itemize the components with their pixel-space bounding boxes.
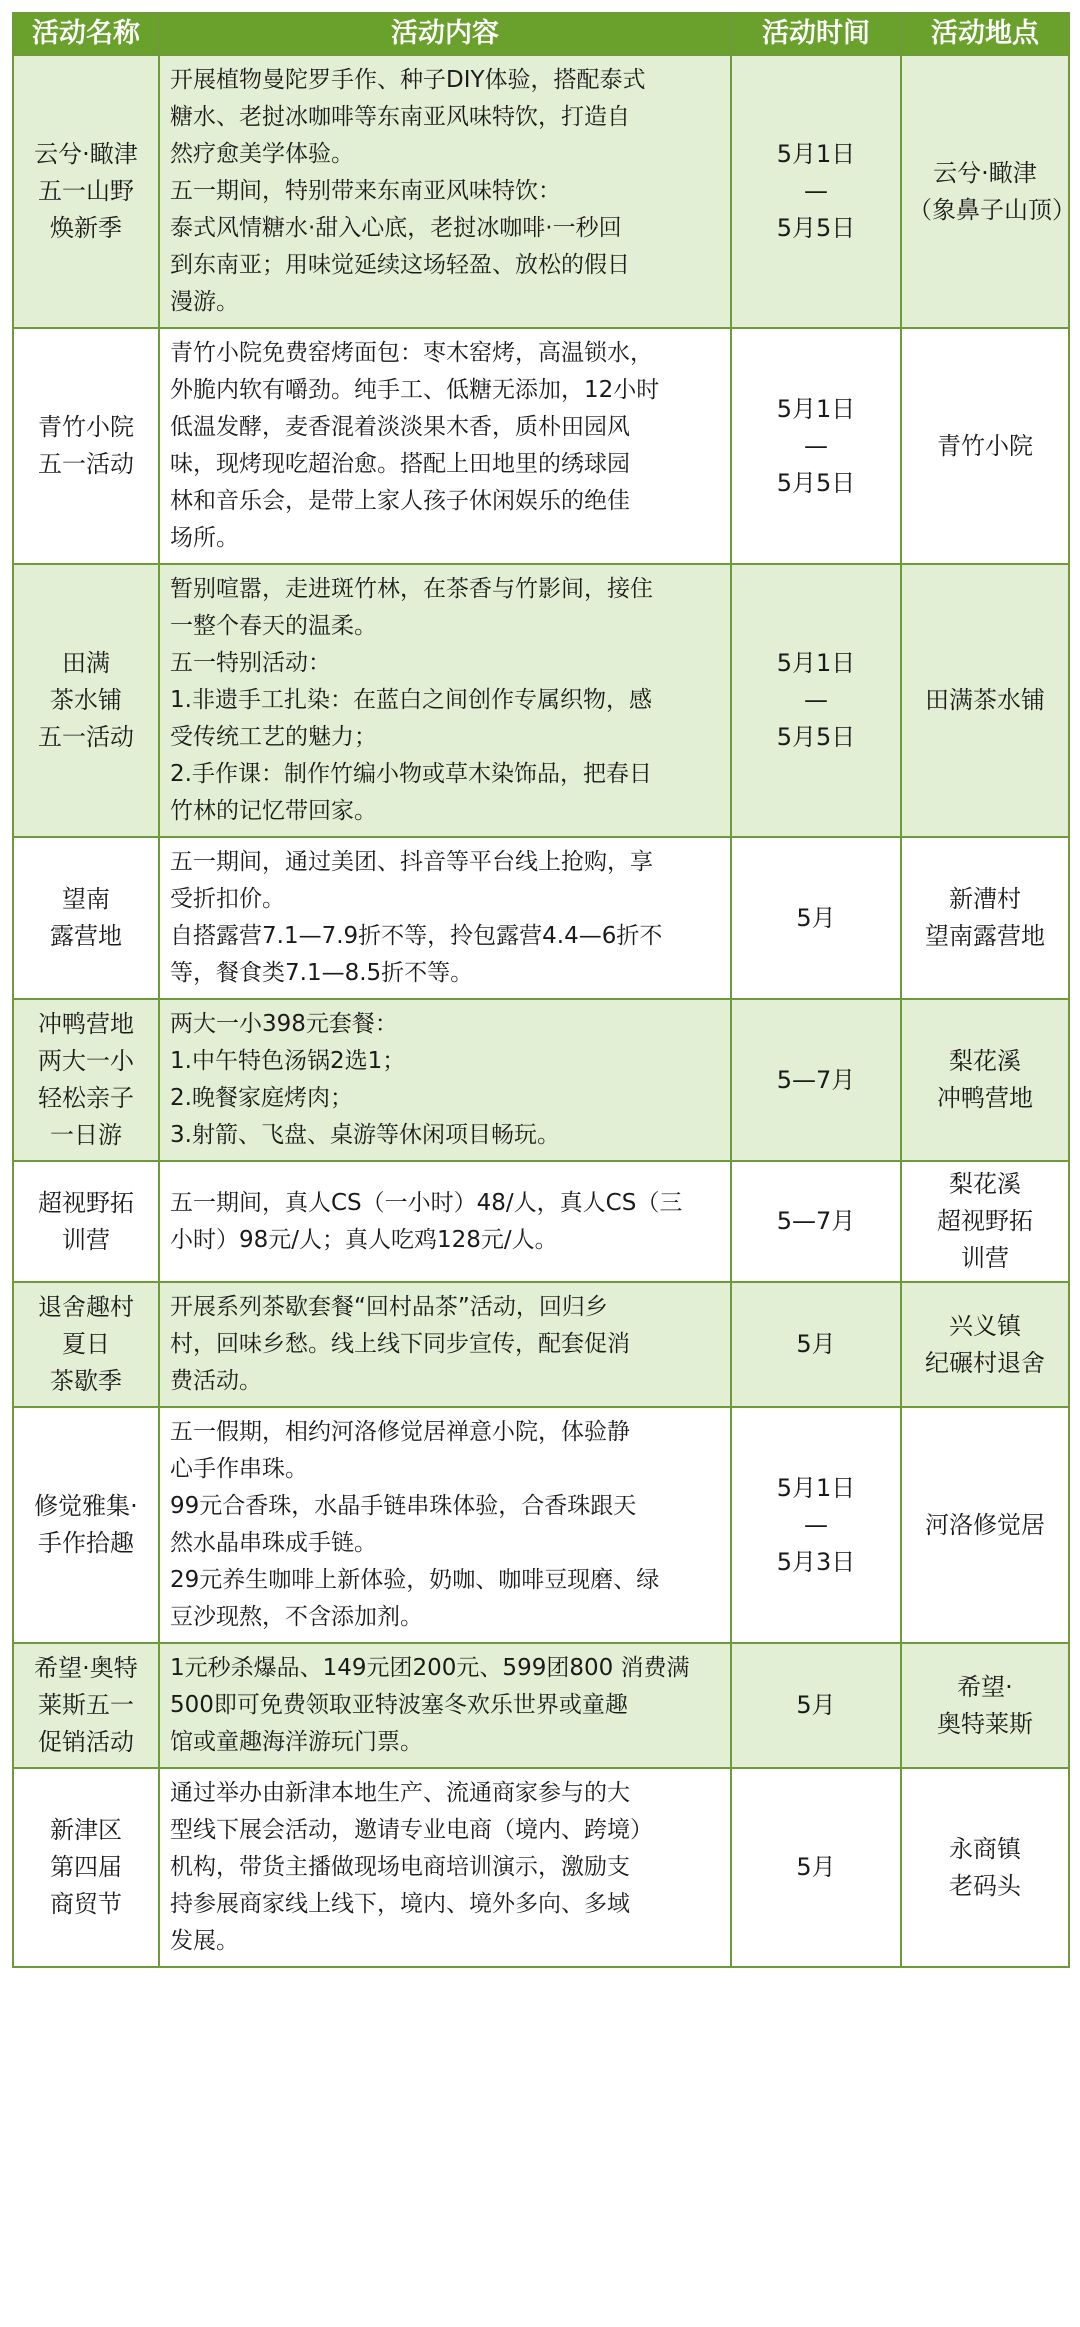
table-row bbox=[13, 1407, 1069, 1643]
cell-text-line: 五一期间，真人CS（一小时）48/人，真人CS（三 bbox=[170, 1189, 683, 1216]
cell-text-line: 5月5日 bbox=[776, 723, 856, 751]
cell-text-line: 2.手作课：制作竹编小物或草木染饰品，把春日 bbox=[170, 761, 652, 787]
table-row bbox=[13, 1643, 1069, 1768]
cell-text-line: 通过举办由新津本地生产、流通商家参与的大 bbox=[170, 1780, 630, 1806]
activity-place-cell bbox=[901, 1407, 1069, 1643]
activity-time-cell bbox=[731, 1643, 901, 1768]
cell-text-line: 自搭露营7.1—7.9折不等，拎包露营4.4—6折不 bbox=[170, 923, 663, 949]
cell-text-line: 5月1日 bbox=[776, 140, 856, 168]
cell-text-line: 小时）98元/人；真人吃鸡128元/人。 bbox=[170, 1226, 558, 1253]
cell-text-line: 5月 bbox=[796, 1853, 836, 1881]
cell-text-line: 五一期间，特别带来东南亚风味特饮： bbox=[170, 178, 561, 204]
cell-text-line: 5月5日 bbox=[776, 468, 856, 497]
activity-content-cell bbox=[159, 55, 731, 328]
cell-text-line: 夏日 bbox=[62, 1330, 110, 1358]
cell-text-line: 老码头 bbox=[949, 1871, 1021, 1900]
activity-time-cell bbox=[731, 55, 901, 328]
cell-text-line: 2.晚餐家庭烤肉； bbox=[170, 1085, 353, 1111]
cell-text-line: 到东南亚；用味觉延续这场轻盈、放松的假日 bbox=[170, 252, 630, 278]
cell-text-line: 梨花溪 bbox=[949, 1170, 1021, 1198]
activity-time-cell bbox=[731, 1768, 901, 1967]
table-row bbox=[13, 55, 1069, 328]
activity-content-cell bbox=[159, 1282, 731, 1407]
cell-text-line: 云兮·瞰津 bbox=[933, 158, 1037, 187]
cell-text-line: 永商镇 bbox=[949, 1834, 1021, 1863]
activity-time-cell bbox=[731, 837, 901, 999]
cell-text-line: 青竹小院 bbox=[937, 431, 1033, 460]
cell-text-line: 5月5日 bbox=[776, 214, 856, 242]
activities-table bbox=[12, 12, 1076, 1968]
cell-text-line: 5月3日 bbox=[776, 1547, 856, 1576]
cell-text-line: 焕新季 bbox=[50, 214, 122, 242]
cell-text-line: 1.非遗手工扎染：在蓝白之间创作专属织物，感 bbox=[170, 687, 652, 713]
cell-text-line: 超视野拓 bbox=[937, 1207, 1033, 1235]
cell-text-line: 超视野拓 bbox=[38, 1188, 134, 1217]
cell-text-line: 味，现烤现吃超治愈。搭配上田地里的绣球园 bbox=[170, 451, 630, 477]
cell-text-line: 持参展商家线上线下，境内、境外多向、多域 bbox=[170, 1891, 630, 1917]
cell-text-line: 场所。 bbox=[170, 525, 239, 551]
cell-text-line: 3.射箭、飞盘、桌游等休闲项目畅玩。 bbox=[170, 1122, 560, 1148]
cell-text-line: 1.中午特色汤锅2选1； bbox=[170, 1048, 406, 1074]
cell-text-line: 新津区 bbox=[50, 1816, 122, 1844]
cell-text-line: 开展系列茶歇套餐“回村品茶”活动，回归乡 bbox=[170, 1294, 608, 1320]
cell-text-line: 手作拾趣 bbox=[38, 1529, 134, 1557]
table-row bbox=[13, 328, 1069, 564]
cell-text-line: 漫游。 bbox=[170, 289, 239, 315]
activity-content-cell bbox=[159, 564, 731, 837]
cell-text-line: 29元养生咖啡上新体验，奶咖、咖啡豆现磨、绿 bbox=[170, 1567, 660, 1593]
cell-text-line: 河洛修觉居 bbox=[925, 1510, 1045, 1539]
cell-text-line: 5—7月 bbox=[776, 1065, 856, 1094]
cell-text-line: 暂别喧嚣，走进斑竹林，在茶香与竹影间，接住 bbox=[170, 576, 653, 602]
activity-content-cell bbox=[159, 328, 731, 564]
cell-text-line: 露营地 bbox=[50, 922, 122, 950]
cell-text-line: 5月1日 bbox=[776, 394, 856, 423]
table-row bbox=[13, 564, 1069, 837]
cell-text-line: 五一活动 bbox=[38, 450, 134, 478]
cell-text-line: 1元秒杀爆品、149元团200元、599团800 消费满 bbox=[170, 1655, 690, 1681]
cell-text-line: 退舍趣村 bbox=[38, 1293, 134, 1321]
header-activity-name: 活动名称 bbox=[13, 13, 159, 55]
activity-place-cell bbox=[901, 328, 1069, 564]
cell-text-line: 奥特莱斯 bbox=[937, 1709, 1033, 1738]
activity-content-cell bbox=[159, 1768, 731, 1967]
cell-text-line: 5月 bbox=[796, 1691, 836, 1719]
activity-name-cell bbox=[13, 1643, 159, 1768]
cell-text-line: 田满 bbox=[62, 649, 110, 677]
activity-content-cell bbox=[159, 1161, 731, 1282]
cell-text-line: — bbox=[804, 686, 828, 714]
cell-text-line: 茶歇季 bbox=[50, 1367, 122, 1395]
activity-name-cell bbox=[13, 999, 159, 1161]
cell-text-line: 青竹小院免费窑烤面包：枣木窑烤，高温锁水， bbox=[170, 340, 653, 366]
cell-text-line: 然水晶串珠成手链。 bbox=[170, 1530, 377, 1556]
cell-text-line: 茶水铺 bbox=[50, 686, 122, 714]
cell-text-line: 五一期间，通过美团、抖音等平台线上抢购，享 bbox=[170, 849, 653, 875]
cell-text-line: 5月 bbox=[796, 1330, 836, 1358]
activity-place-cell bbox=[901, 1282, 1069, 1407]
activity-time-cell bbox=[731, 1161, 901, 1282]
activity-name-cell bbox=[13, 1161, 159, 1282]
cell-text-line: （象鼻子山顶） bbox=[908, 195, 1076, 224]
cell-text-line: 轻松亲子 bbox=[38, 1084, 134, 1112]
cell-text-line: 五一特别活动： bbox=[170, 650, 331, 676]
cell-text-line: 两大一小 bbox=[38, 1047, 134, 1075]
cell-text-line: 一日游 bbox=[50, 1121, 122, 1149]
cell-text-line: 低温发酵，麦香混着淡淡果木香，质朴田园风 bbox=[170, 414, 630, 440]
cell-text-line: 云兮·瞰津 bbox=[34, 140, 138, 168]
table-row bbox=[13, 1768, 1069, 1967]
cell-text-line: 第四届 bbox=[50, 1853, 122, 1881]
activity-time-cell bbox=[731, 1282, 901, 1407]
activity-place-cell bbox=[901, 1161, 1069, 1282]
cell-text-line: 冲鸭营地 bbox=[38, 1010, 134, 1038]
header-activity-place: 活动地点 bbox=[901, 13, 1069, 55]
cell-text-line: 豆沙现熬，不含添加剂。 bbox=[170, 1604, 423, 1630]
activity-name-cell bbox=[13, 55, 159, 328]
cell-text-line: 一整个春天的温柔。 bbox=[170, 613, 377, 639]
cell-text-line: 馆或童趣海洋游玩门票。 bbox=[170, 1729, 423, 1755]
cell-text-line: 新漕村 bbox=[949, 885, 1021, 913]
cell-text-line: 两大一小398元套餐： bbox=[170, 1011, 398, 1037]
cell-text-line: 发展。 bbox=[170, 1928, 239, 1954]
activity-name-cell bbox=[13, 1282, 159, 1407]
table-header-row bbox=[13, 13, 1069, 55]
activity-place-cell bbox=[901, 837, 1069, 999]
header-activity-content: 活动内容 bbox=[159, 13, 731, 55]
cell-text-line: 5月1日 bbox=[776, 1473, 856, 1502]
activity-name-cell bbox=[13, 837, 159, 999]
cell-text-line: 村，回味乡愁。线上线下同步宣传，配套促消 bbox=[170, 1331, 630, 1357]
cell-text-line: — bbox=[804, 1510, 828, 1539]
activity-content-cell bbox=[159, 1407, 731, 1643]
cell-text-line: 费活动。 bbox=[170, 1368, 262, 1394]
cell-text-line: 外脆内软有嚼劲。纯手工、低糖无添加，12小时 bbox=[170, 377, 660, 403]
activity-place-cell bbox=[901, 564, 1069, 837]
cell-text-line: 希望·奥特 bbox=[34, 1654, 138, 1682]
cell-text-line: 修觉雅集· bbox=[34, 1492, 138, 1520]
cell-text-line: — bbox=[804, 177, 828, 205]
cell-text-line: 泰式风情糖水·甜入心底，老挝冰咖啡·一秒回 bbox=[170, 215, 622, 241]
cell-text-line: 99元合香珠，水晶手链串珠体验，合香珠跟天 bbox=[170, 1493, 637, 1519]
cell-text-line: 兴义镇 bbox=[949, 1311, 1021, 1340]
table-row bbox=[13, 837, 1069, 999]
cell-text-line: 青竹小院 bbox=[38, 413, 134, 441]
activity-time-cell bbox=[731, 1407, 901, 1643]
cell-text-line: 竹林的记忆带回家。 bbox=[170, 798, 377, 824]
cell-text-line: 纪碾村退舍 bbox=[925, 1348, 1045, 1377]
activity-place-cell bbox=[901, 55, 1076, 328]
activity-name-cell bbox=[13, 1407, 159, 1643]
cell-text-line: 希望· bbox=[957, 1672, 1013, 1701]
cell-text-line: 糖水、老挝冰咖啡等东南亚风味特饮，打造自 bbox=[170, 104, 630, 130]
activity-time-cell bbox=[731, 328, 901, 564]
cell-text-line: 训营 bbox=[62, 1225, 110, 1254]
cell-text-line: 受传统工艺的魅力； bbox=[170, 724, 377, 750]
cell-text-line: 5—7月 bbox=[776, 1207, 856, 1235]
cell-text-line: 促销活动 bbox=[38, 1728, 134, 1756]
cell-text-line: 莱斯五一 bbox=[38, 1691, 134, 1719]
cell-text-line: 然疗愈美学体验。 bbox=[170, 141, 354, 167]
activity-place-cell bbox=[901, 1643, 1069, 1768]
cell-text-line: 机构，带货主播做现场电商培训演示，激励支 bbox=[170, 1854, 630, 1880]
activity-time-cell bbox=[731, 564, 901, 837]
table-row bbox=[13, 999, 1069, 1161]
cell-text-line: 5月 bbox=[796, 903, 836, 932]
header-activity-time: 活动时间 bbox=[731, 13, 901, 55]
cell-text-line: 五一山野 bbox=[38, 177, 134, 205]
cell-text-line: 开展植物曼陀罗手作、种子DIY体验，搭配泰式 bbox=[170, 67, 646, 93]
cell-text-line: 500即可免费领取亚特波塞冬欢乐世界或童趣 bbox=[170, 1692, 628, 1718]
activity-place-cell bbox=[901, 1768, 1069, 1967]
cell-text-line: 梨花溪 bbox=[949, 1047, 1021, 1075]
cell-text-line: 心手作串珠。 bbox=[170, 1456, 308, 1482]
table-row bbox=[13, 1282, 1069, 1407]
cell-text-line: — bbox=[804, 431, 828, 460]
cell-text-line: 林和音乐会，是带上家人孩子休闲娱乐的绝佳 bbox=[170, 488, 630, 514]
cell-text-line: 型线下展会活动，邀请专业电商（境内、跨境） bbox=[170, 1817, 653, 1843]
cell-text-line: 商贸节 bbox=[50, 1890, 122, 1918]
cell-text-line: 五一活动 bbox=[38, 723, 134, 751]
cell-text-line: 训营 bbox=[961, 1244, 1009, 1272]
table-row bbox=[13, 1161, 1069, 1282]
cell-text-line: 冲鸭营地 bbox=[937, 1084, 1033, 1112]
cell-text-line: 望南 bbox=[62, 885, 110, 913]
cell-text-line: 5月1日 bbox=[776, 649, 856, 677]
activity-name-cell bbox=[13, 328, 159, 564]
activity-time-cell bbox=[731, 999, 901, 1161]
cell-text-line: 受折扣价。 bbox=[170, 886, 285, 912]
activity-content-cell bbox=[159, 837, 731, 999]
cell-text-line: 田满茶水铺 bbox=[925, 686, 1045, 714]
activity-name-cell bbox=[13, 564, 159, 837]
cell-text-line: 五一假期，相约河洛修觉居禅意小院，体验静 bbox=[170, 1419, 630, 1445]
activity-content-cell bbox=[159, 1643, 731, 1768]
activity-content-cell bbox=[159, 999, 731, 1161]
activity-name-cell bbox=[13, 1768, 159, 1967]
cell-text-line: 望南露营地 bbox=[925, 922, 1045, 950]
activity-place-cell bbox=[901, 999, 1069, 1161]
cell-text-line: 等，餐食类7.1—8.5折不等。 bbox=[170, 960, 474, 986]
